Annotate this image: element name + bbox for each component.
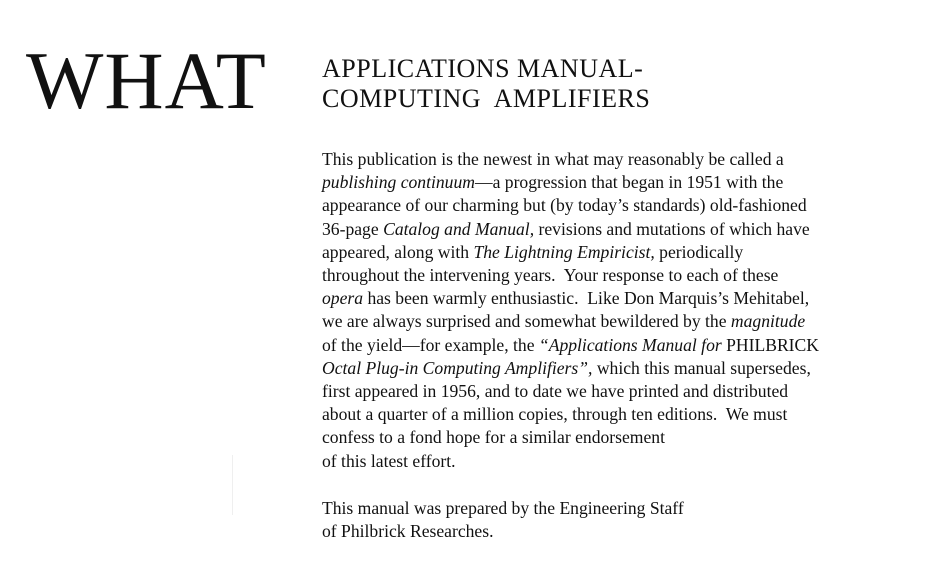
heading-line-1: APPLICATIONS MANUAL-	[322, 54, 644, 83]
emphasis-lightning-empiricist: The Lightning Empiricist,	[473, 241, 655, 262]
emphasis-opera: opera	[322, 288, 364, 309]
credit-paragraph	[322, 497, 932, 543]
paragraph-line: about a quarter of a million copies, through ten editions. We must	[322, 404, 788, 425]
emphasis-publishing-continuum: publishing continuum	[322, 172, 475, 193]
emphasis-catalog-and-manual: Catalog and Manual,	[383, 218, 535, 239]
text-span: PHILBRICK	[721, 334, 819, 355]
text-span: has been warmly enthusiastic. Like Don Marquis’s Mehitabel,	[363, 288, 810, 309]
paragraph-line: first appeared in 1956, and to date we have printed and distributed	[322, 381, 789, 402]
text-span: we are always surprised and somewhat bewildered by the	[322, 311, 731, 332]
heading-line-2: COMPUTING AMPLIFIERS	[322, 84, 651, 113]
text-span: appeared, along with	[322, 241, 474, 262]
paragraph-line: throughout the intervening years. Your response to each of these	[322, 265, 779, 286]
text-span: which this manual supersedes,	[592, 357, 811, 378]
section-title: WHAT	[26, 35, 267, 126]
paragraph-line	[322, 357, 932, 380]
text-span: revisions and mutations of which have	[534, 218, 810, 239]
paragraph-line	[322, 287, 932, 310]
paragraph-line	[322, 334, 932, 357]
page-edge-mark	[232, 455, 233, 515]
emphasis-applications-manual: “Applications Manual for	[538, 334, 722, 355]
paragraph-line: appearance of our charming but (by today’s standards) old-fashioned	[322, 195, 807, 216]
paragraph-line: confess to a fond hope for a similar endorsement	[322, 427, 665, 448]
paragraph-line	[322, 310, 932, 333]
page-heading	[322, 54, 650, 114]
text-span: —a progression that began in 1951 with the	[474, 172, 784, 193]
text-span: periodically	[654, 241, 744, 262]
paragraph-line	[322, 218, 932, 241]
paragraph-line: This publication is the newest in what may reasonably be called a	[322, 149, 784, 169]
paragraph-line: of this latest effort.	[322, 450, 456, 471]
text-span: 36-page	[322, 218, 384, 239]
paragraph-line	[322, 171, 932, 194]
paragraph-line: of Philbrick Researches.	[322, 521, 494, 542]
emphasis-octal-plug-in: Octal Plug-in Computing Amplifiers”,	[322, 357, 593, 378]
intro-paragraph	[322, 148, 932, 473]
paragraph-line: This manual was prepared by the Engineering Staff	[322, 498, 684, 518]
text-span: of the yield—for example, the	[322, 334, 539, 355]
paragraph-line	[322, 241, 932, 264]
emphasis-magnitude: magnitude	[730, 311, 806, 332]
